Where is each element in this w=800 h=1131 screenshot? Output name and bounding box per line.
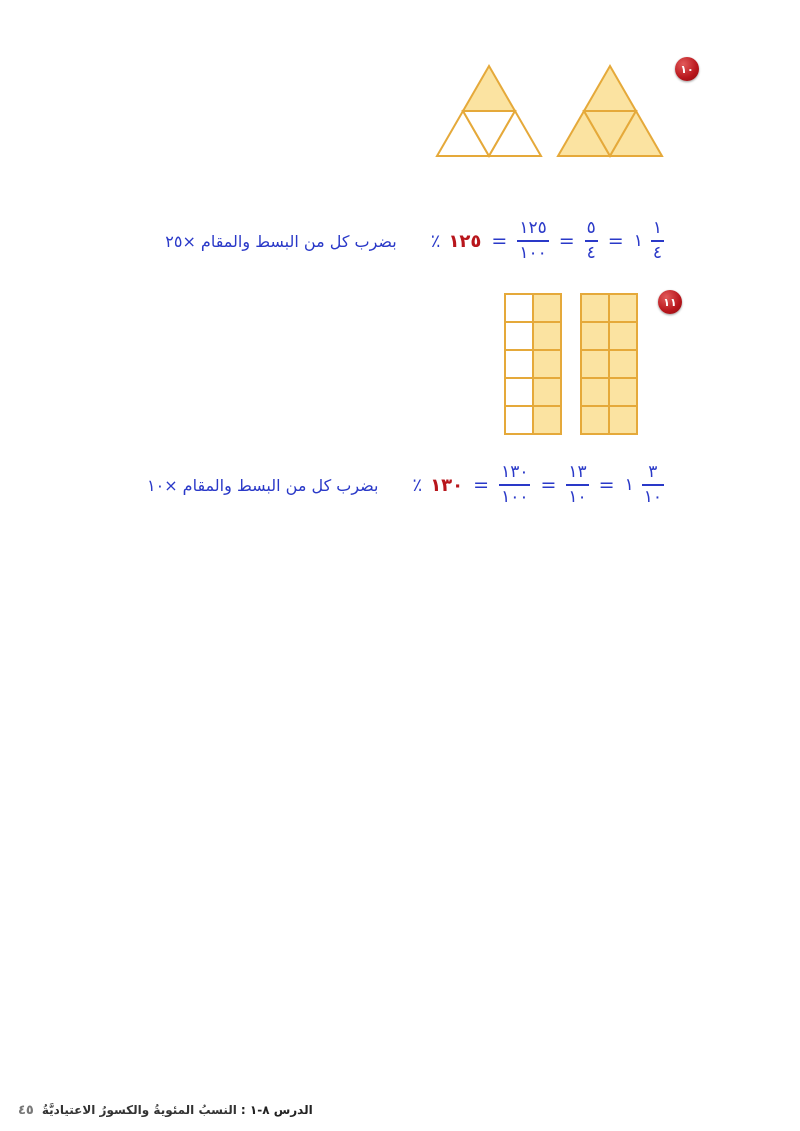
fraction-numerator: ٣	[648, 462, 658, 483]
fraction-denominator: ٤	[586, 242, 596, 263]
mixed-fraction	[642, 464, 664, 506]
fraction-denominator: ١٠٠	[519, 242, 547, 263]
equals-sign: =	[607, 230, 624, 252]
hundredths-fraction	[499, 464, 530, 506]
problem-number: ١٠	[680, 62, 694, 76]
fraction-denominator: ١٠	[568, 486, 587, 507]
triangle-models	[430, 62, 670, 162]
tri-top	[463, 66, 515, 111]
equals-sign: =	[540, 474, 557, 496]
triangle-model-partial	[437, 66, 541, 156]
problem-number: ١١	[663, 295, 677, 309]
problem-number-badge	[658, 290, 682, 314]
fraction-denominator: ٤	[652, 242, 662, 263]
page-number: ٤٥	[18, 1102, 34, 1118]
equals-sign: =	[473, 474, 490, 496]
whole-number: ١	[633, 231, 643, 251]
fraction-denominator: ١٠	[643, 486, 662, 507]
triangle-model-filled	[558, 66, 662, 156]
explanation-text: بضرب كل من البسط والمقام ×١٠	[147, 475, 379, 495]
hundredths-fraction	[517, 220, 548, 262]
percent-sign: ٪	[412, 474, 423, 496]
fraction-numerator: ١٣٠	[501, 462, 529, 483]
grid-model-partial	[505, 294, 561, 434]
fraction-numerator: ١	[652, 218, 662, 239]
fraction-numerator: ٥	[586, 218, 596, 239]
whole-number: ١	[624, 475, 634, 495]
problem-number-badge	[675, 57, 699, 81]
improper-fraction	[566, 464, 588, 506]
equals-sign: =	[491, 230, 508, 252]
lesson-label: الدرس ٨-١ :	[240, 1103, 313, 1117]
mixed-fraction	[651, 220, 664, 262]
grid-model-filled	[581, 294, 637, 434]
equation-row	[147, 457, 668, 513]
equation-row	[165, 213, 668, 269]
percent-value: ١٢٥	[448, 230, 482, 252]
fraction-numerator: ١٣	[568, 462, 587, 483]
fraction-denominator: ١٠٠	[501, 486, 529, 507]
percent-value: ١٣٠	[430, 474, 464, 496]
equals-sign: =	[558, 230, 575, 252]
lesson-title: النسبُ المئويةُ والكسورُ الاعتياديَّةُ	[41, 1103, 237, 1117]
tri-top	[584, 66, 636, 111]
page-footer	[18, 1099, 313, 1121]
improper-fraction	[585, 220, 598, 262]
fraction-numerator: ١٢٥	[519, 218, 547, 239]
equals-sign: =	[598, 474, 615, 496]
percent-sign: ٪	[430, 230, 441, 252]
explanation-text: بضرب كل من البسط والمقام ×٢٥	[165, 231, 397, 251]
grid-models	[500, 290, 650, 440]
